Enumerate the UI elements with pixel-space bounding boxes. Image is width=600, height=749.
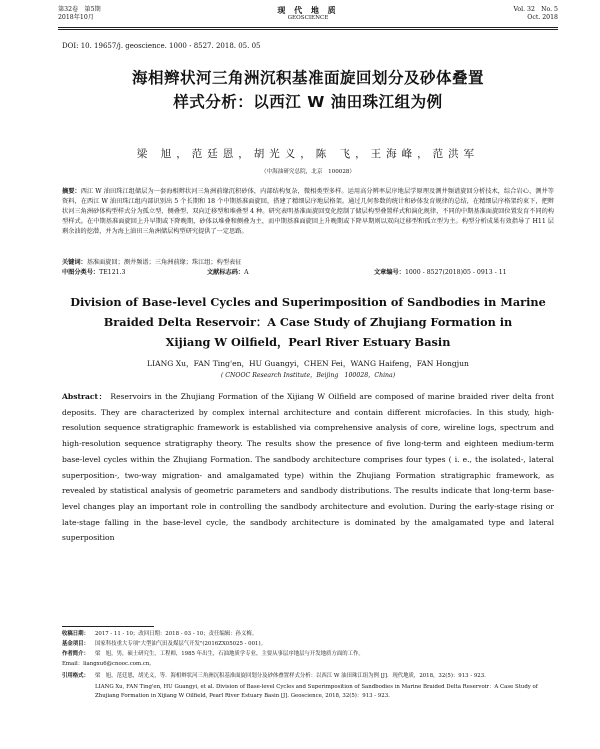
volume-en: Vol. 32 No. 5 bbox=[513, 6, 558, 13]
affiliation-en: ( CNOOC Research Institute，Beijing 100028，China) bbox=[220, 372, 396, 379]
footnote-fund bbox=[62, 640, 554, 650]
footnote-citation bbox=[62, 672, 554, 702]
title-en bbox=[58, 292, 558, 352]
abstract-en bbox=[62, 389, 554, 546]
abstract-cn bbox=[62, 187, 554, 237]
keywords-cn-text: 基准面旋回；测井频谱；三角洲前缘；珠江组；构型表征 bbox=[86, 259, 242, 266]
citation-en: LIANG Xu, FAN Ting'en, HU Guangyi, et al. Division of Base-level Cycles and Superimposition of Sandbodies in Marine Braided Delta Reservoir：A Case Study of Zhujiang Formation in Xijiang W Oilfield, Pearl River Estuary Basin [J]. Geoscience, 2018, 32(5)：913 - 923. bbox=[95, 683, 538, 699]
header-rule bbox=[58, 27, 558, 28]
date-en: Oct. 2018 bbox=[527, 13, 558, 21]
title-en-line: Xijiang W Oilfield，Pearl River Estuary Basin bbox=[165, 335, 451, 349]
footnote-author bbox=[62, 650, 554, 660]
citation-cn: 梁 旭，范廷恩，胡光义，等．海相辫状河三角洲沉积基准面旋回划分及砂体叠置样式分析：以西江 W 油田珠江组为例 [J]．现代地质，2018，32(5)：913 - 923. bbox=[95, 673, 486, 679]
title-cn-line: 样式分析：以西江 W 油田珠江组为例 bbox=[173, 93, 443, 111]
footnote-label: 作者简介： bbox=[62, 651, 89, 657]
footnote-label: 收稿日期： bbox=[62, 631, 89, 637]
footnote-text: 国家科技重大专项"大型油气田及煤层气开发"(2016ZX05025 - 001)。 bbox=[95, 641, 266, 647]
journal-name bbox=[58, 6, 558, 23]
title-en-line: Division of Base-level Cycles and Superimposition of Sandbodies in Marine bbox=[70, 295, 546, 309]
volume-cn: 第32卷 第5期 bbox=[58, 6, 101, 13]
abstract-en-text: Reservoirs in the Zhujiang Formation of the Xijiang W Oilfield are composed of marine braided river delta front deposits. They are characterized by complex internal architecture and contain different microfacies. In this study, high-resolution sequence stratigraphic framework is established via comprehensive analysis of core, wireline logs, spectrum and high-resolution sequence stratigraphy theory. The results show the presence of five long-term and eighteen medium-term base-level cycles within the Zhujiang Formation. The sandbody architecture comprises four types ( i. e., the isolated-, lateral superposition-, two-way migration- and amalgamated type) within the Zhujiang Formation stratigraphic framework, as revealed by statistical analysis of geometric parameters and sandbody distributions. The results indicate that long-term base-level changes play an important role in controlling the sandbody architecture and evolution. During the early-stage rising or late-stage falling in the base-level cycle, the sandbody architecture is dominated by the amalgamated type and lateral superposition bbox=[62, 392, 554, 543]
doi[interactable]: DOI: 10. 19657/j. geoscience. 1000 - 8527. 2018. 05. 05 bbox=[62, 42, 261, 50]
title-cn-line: 海相辫状河三角洲沉积基准面旋回划分及砂体叠置 bbox=[131, 69, 484, 87]
affiliation-cn: （中海油研究总院，北京 100028） bbox=[260, 169, 356, 175]
footnote-text: 梁 旭，男，硕士研究生，工程师，1985 年出生，石油地质学专业，主要从事层序地层与开发地质方面的工作。 bbox=[95, 651, 364, 657]
clc-value: TE121.3 bbox=[99, 269, 126, 276]
footnote-received bbox=[62, 630, 554, 640]
footnote-rule bbox=[62, 626, 154, 627]
journal-name-cn: 现 代 地 质 bbox=[277, 5, 339, 15]
date-cn: 2018年10月 bbox=[58, 13, 94, 21]
header-rule-thin bbox=[58, 29, 558, 30]
keywords-cn-label: 关键词： bbox=[62, 259, 87, 266]
document-code bbox=[207, 268, 249, 278]
keywords-cn bbox=[62, 258, 554, 268]
article-number bbox=[374, 268, 507, 278]
footnote-label: 基金项目： bbox=[62, 641, 89, 647]
doc-value: A bbox=[244, 269, 249, 276]
article-label: 文章编号： bbox=[374, 269, 405, 276]
authors-cn: 梁 旭，范廷恩，胡光义，陈 飞，王海峰，范洪军 bbox=[136, 148, 480, 160]
clc-label: 中图分类号： bbox=[62, 269, 100, 276]
abstract-en-label: Abstract： bbox=[62, 392, 108, 401]
article-value: 1000 - 8527(2018)05 - 0913 - 11 bbox=[404, 269, 507, 276]
footnote-email[interactable]: Email：liangxu6@cnooc.com.cn。 bbox=[62, 661, 155, 667]
clc-number bbox=[62, 268, 125, 278]
abstract-cn-text: 西江 W 油田珠江组储层为一套海相辫状河三角洲前缘沉积砂体，内部结构复杂，微相类型多样。运用高分辨率层序地层学原理及测井频谱旋回分析技术，综合岩心、测井等资料，在西江 W 油田珠江组内部识别出 5 个长期和 18 个中期基准面旋回，搭建了精细层序地层格架。通过几何参数的统计和砂体发育规律的总结，在精细层序格架约束下，把辫状河三角洲砂体构型样式分为孤立型、侧叠型、双向迁移型和堆叠型 4 种。研究表明基准面旋回变化控制了储层构型叠置样式和演化规律，不同的中期基准面旋回位置发育不同的构型样式。在中期基准面旋回上升早期或下降晚期，砂体以堆叠和侧叠为主，而中期基准面旋回上升晚期或下降早期则以双向迁移型和孤立型为主。构型分析成果有效指导了 H11 层剩余油的挖潜，并为海上油田三角洲储层构型研究提供了一定思路。 bbox=[62, 188, 554, 235]
classification-line bbox=[62, 268, 554, 278]
title-en-line: Braided Delta Reservoir：A Case Study of Zhujiang Formation in bbox=[103, 315, 513, 329]
footnote-label: 引用格式： bbox=[62, 673, 89, 679]
doc-label: 文献标志码： bbox=[207, 269, 245, 276]
title-cn bbox=[58, 66, 558, 114]
authors-en: LIANG Xu，FAN Ting'en，HU Guangyi，CHEN Fei，WANG Haifeng，FAN Hongjun bbox=[147, 359, 469, 368]
volume-issue-en bbox=[514, 6, 559, 21]
journal-name-en: GEOSCIENCE bbox=[287, 15, 329, 21]
footnote-text: 2017 - 11 - 10；改回日期：2018 - 03 - 10；责任编辑：孙义梅。 bbox=[95, 631, 258, 637]
abstract-cn-label: 摘要： bbox=[62, 188, 81, 195]
